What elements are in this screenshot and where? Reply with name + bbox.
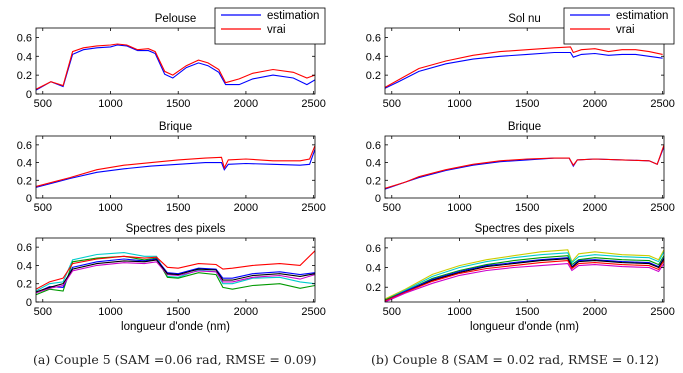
x-tick-label: 1500	[514, 202, 540, 214]
series-line-0-0	[36, 45, 315, 90]
x-tick-label: 2000	[233, 202, 259, 214]
x-tick-label: 2500	[650, 306, 675, 318]
x-tick-label: 1000	[447, 306, 472, 318]
y-tick-label: 0.2	[16, 70, 32, 83]
x-tick-label: 2000	[582, 306, 608, 318]
series-line-2-0	[36, 149, 315, 187]
y-tick-label: 0.6	[365, 242, 381, 255]
x-tick-label: 500	[33, 202, 52, 214]
series-line-0-1	[36, 44, 315, 89]
y-tick-label: 0.2	[16, 278, 32, 291]
y-tick-label: 0.4	[365, 51, 381, 64]
x-tick-label: 1500	[514, 306, 540, 318]
chart-title: Pelouse	[154, 13, 197, 25]
y-tick-label: 0.2	[365, 70, 381, 83]
x-tick-label: 500	[33, 98, 52, 110]
y-tick-label: 0	[374, 193, 381, 205]
plot-frame-2	[36, 136, 315, 198]
series-line-3-0	[385, 147, 664, 190]
x-tick-label: 2500	[301, 98, 326, 110]
y-tick-label: 0.4	[365, 157, 381, 170]
x-tick-label: 2000	[582, 98, 608, 110]
plot-frame-3	[385, 136, 664, 198]
caption-right: (b) Couple 8 (SAM = 0.02 rad, RMSE = 0.12)	[371, 352, 660, 367]
chart-title: Spectres des pixels	[474, 223, 575, 235]
x-tick-label: 1000	[98, 202, 123, 214]
chart-title: Spectres des pixels	[125, 223, 226, 235]
y-tick-label: 0.6	[16, 32, 32, 45]
y-tick-label: 0	[25, 89, 32, 101]
series-line-2-1	[36, 146, 315, 187]
legend-label: vrai	[616, 24, 635, 36]
x-tick-label: 2000	[582, 202, 608, 214]
plot-frame-5	[385, 238, 664, 302]
y-tick-label: 0	[25, 193, 32, 205]
y-tick-label: 0.6	[16, 139, 32, 152]
x-tick-label: 1500	[165, 98, 191, 110]
y-tick-label: 0.6	[365, 139, 381, 152]
y-tick-label: 0	[25, 297, 32, 309]
x-axis-label: longueur d'onde (nm)	[470, 321, 579, 333]
x-axis-label: longueur d'onde (nm)	[121, 321, 230, 333]
y-tick-label: 0.4	[16, 51, 32, 64]
x-tick-label: 2500	[650, 98, 675, 110]
y-tick-label: 0.4	[16, 260, 32, 273]
x-tick-label: 2000	[233, 306, 259, 318]
chart-title: Brique	[158, 121, 193, 133]
chart-title: Brique	[507, 121, 542, 133]
x-tick-label: 500	[382, 202, 401, 214]
y-tick-label: 0.2	[16, 175, 32, 188]
series-line-1-0	[385, 53, 663, 89]
caption-left: (a) Couple 5 (SAM =0.06 rad, RMSE = 0.09)	[33, 352, 317, 367]
x-tick-label: 500	[382, 98, 401, 110]
chart-title: Sol nu	[508, 13, 541, 25]
x-tick-label: 2500	[650, 202, 675, 214]
y-tick-label: 0.4	[365, 262, 381, 275]
x-tick-label: 500	[33, 306, 52, 318]
x-tick-label: 1000	[447, 98, 472, 110]
x-tick-label: 2000	[233, 98, 259, 110]
series-line-1-1	[385, 47, 663, 88]
y-tick-label: 0.2	[365, 175, 381, 188]
x-tick-label: 1000	[98, 98, 123, 110]
legend-label: estimation	[267, 10, 320, 22]
series-line-3-1	[385, 145, 664, 188]
x-tick-label: 1000	[447, 202, 472, 214]
y-tick-label: 0.2	[365, 282, 381, 295]
x-tick-label: 2500	[301, 202, 326, 214]
y-tick-label: 0.6	[16, 242, 32, 255]
legend-label: vrai	[267, 24, 286, 36]
x-tick-label: 1000	[98, 306, 123, 318]
legend-label: estimation	[616, 10, 669, 22]
x-tick-label: 1500	[165, 202, 191, 214]
y-tick-label: 0.4	[16, 157, 32, 170]
x-tick-label: 1500	[165, 306, 191, 318]
x-tick-label: 2500	[301, 306, 326, 318]
x-tick-label: 500	[382, 306, 401, 318]
y-tick-label: 0.6	[365, 32, 381, 45]
x-tick-label: 1500	[514, 98, 540, 110]
